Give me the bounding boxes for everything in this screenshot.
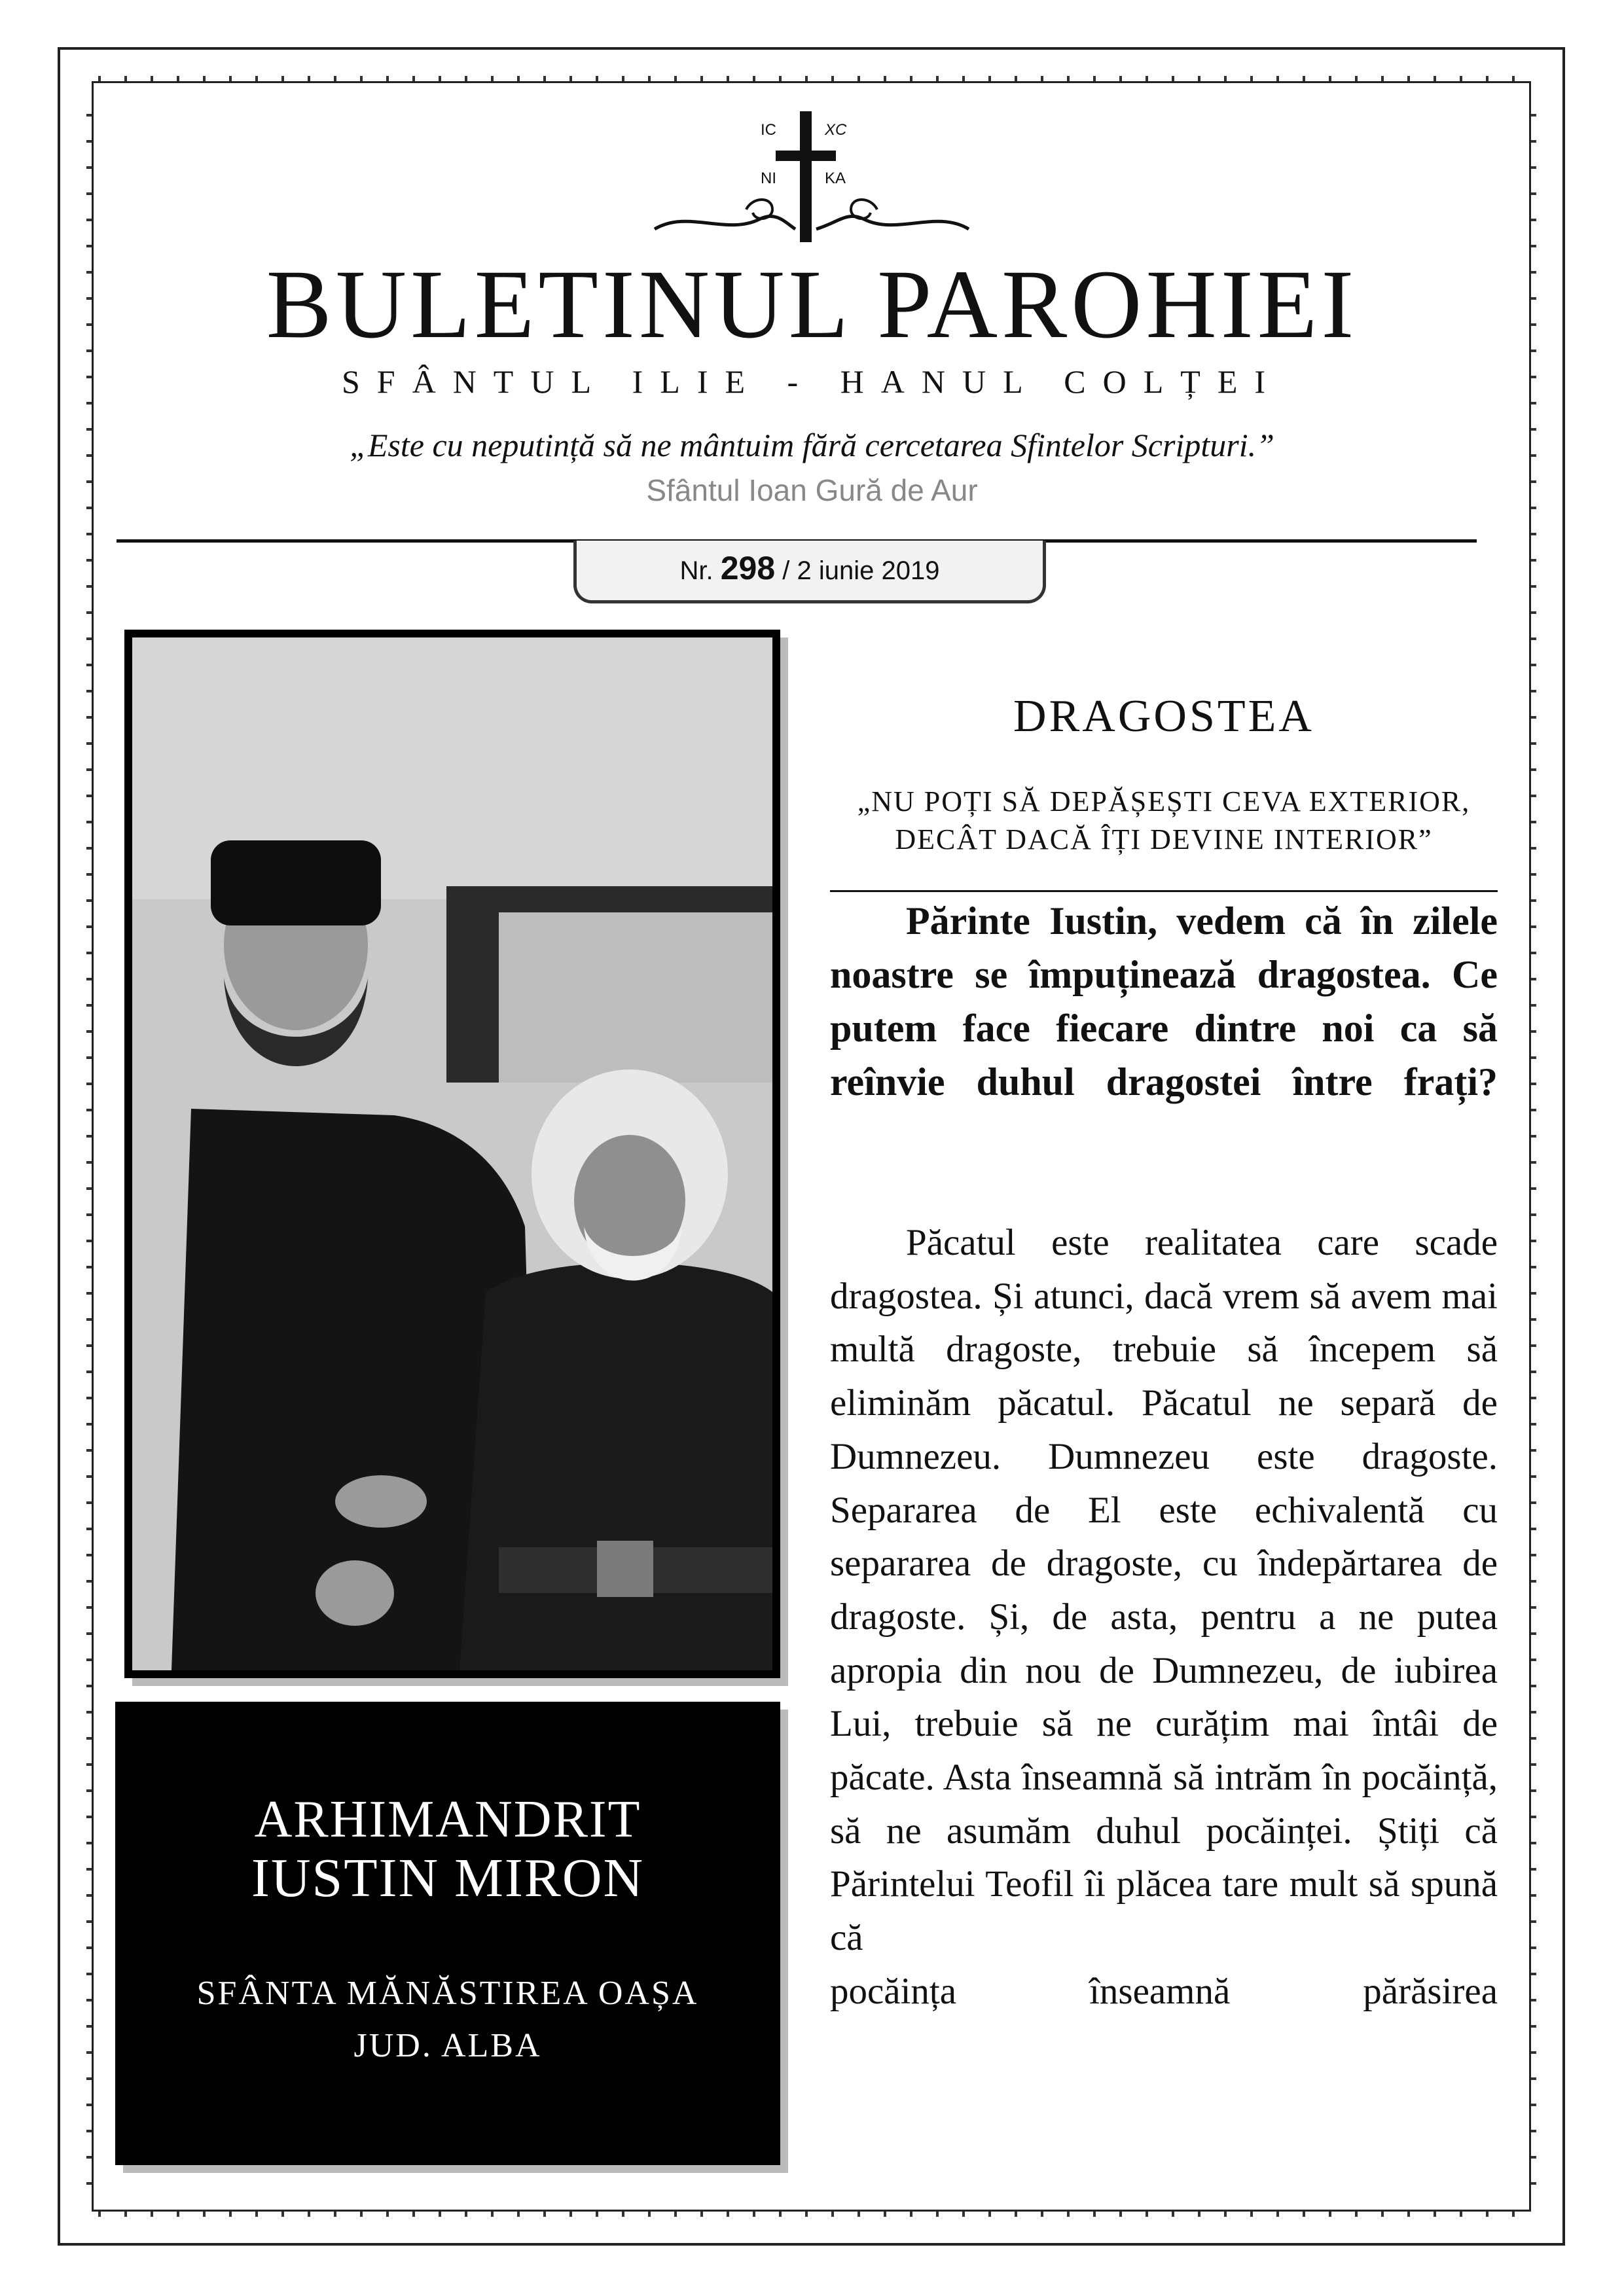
emblem-letter-ka: KA — [825, 170, 846, 187]
header-quote: „Este cu neputință să ne mântuim fără cercetarea Sfintelor Scripturi.” — [350, 427, 1274, 463]
parish-subtitle: SFÂNTUL ILIE - HANUL COLȚEI — [341, 363, 1283, 400]
emblem-letter-xc: XC — [825, 121, 847, 139]
author-name: IUSTIN MIRON — [251, 1848, 645, 1909]
question-text: Părinte Iustin, vedem că în zilele noastre se împuținează dragostea. Ce putem face fiecare dintre noi ca să reînvie duhul dragostei între frați? — [830, 899, 1498, 1103]
article-title: DRAGOSTEA — [1013, 691, 1314, 742]
issue-date: / 2 iunie 2019 — [782, 556, 940, 585]
issue-number-tab — [573, 541, 1046, 603]
author-rank: ARHIMANDRIT — [254, 1791, 641, 1848]
issue-number: 298 — [720, 550, 776, 586]
answer-last-line: pocăința înseamnă părăsirea — [830, 1970, 1498, 2012]
article-subtitle-line2: DECÂT DACĂ ÎȚI DEVINE INTERIOR” — [895, 823, 1433, 856]
bulletin-title: BULETINUL PAROHIEI — [266, 250, 1358, 359]
cross-emblem-icon — [648, 105, 975, 249]
answer-text: Păcatul este realitatea care scade dragostea. Și atunci, dacă vrem să avem mai multă dragoste, trebuie să începem să eliminăm păcatul. Păcatul ne separă de Dumnezeu. Dumnezeu este dragoste. Separarea de El este echivalentă cu separarea de dragoste, cu îndepărtarea de dragoste. Și, de asta, pentru a ne putea apropia din nou de Dumnezeu, de iubirea Lui, trebuie să ne curățim mai întâi de păcate. Asta înseamnă să intrăm în pocăință, să ne asumăm duhul pocăinței. Știți că Părintelui Teofil îi plăcea tare mult să spună că — [830, 1222, 1498, 1959]
article-subtitle-line1: „NU POȚI SĂ DEPĂȘEȘTI CEVA EXTERIOR, — [857, 785, 1471, 817]
quote-author: Sfântul Ioan Gură de Aur — [646, 473, 978, 507]
author-monastery: SFÂNTA MĂNĂSTIREA OAȘA — [196, 1975, 699, 2012]
author-county: JUD. ALBA — [353, 2027, 542, 2064]
article-divider — [830, 890, 1498, 892]
emblem-letter-ni: NI — [761, 170, 776, 187]
interview-question — [830, 894, 1498, 1109]
issue-prefix: Nr. — [679, 556, 713, 585]
photo-illustration — [132, 637, 772, 1670]
monks-photo — [124, 630, 780, 1678]
interview-answer — [830, 1216, 1498, 2018]
author-caption-box — [115, 1702, 780, 2165]
article-subtitle — [830, 783, 1498, 859]
emblem-letter-ic: IC — [761, 121, 776, 139]
